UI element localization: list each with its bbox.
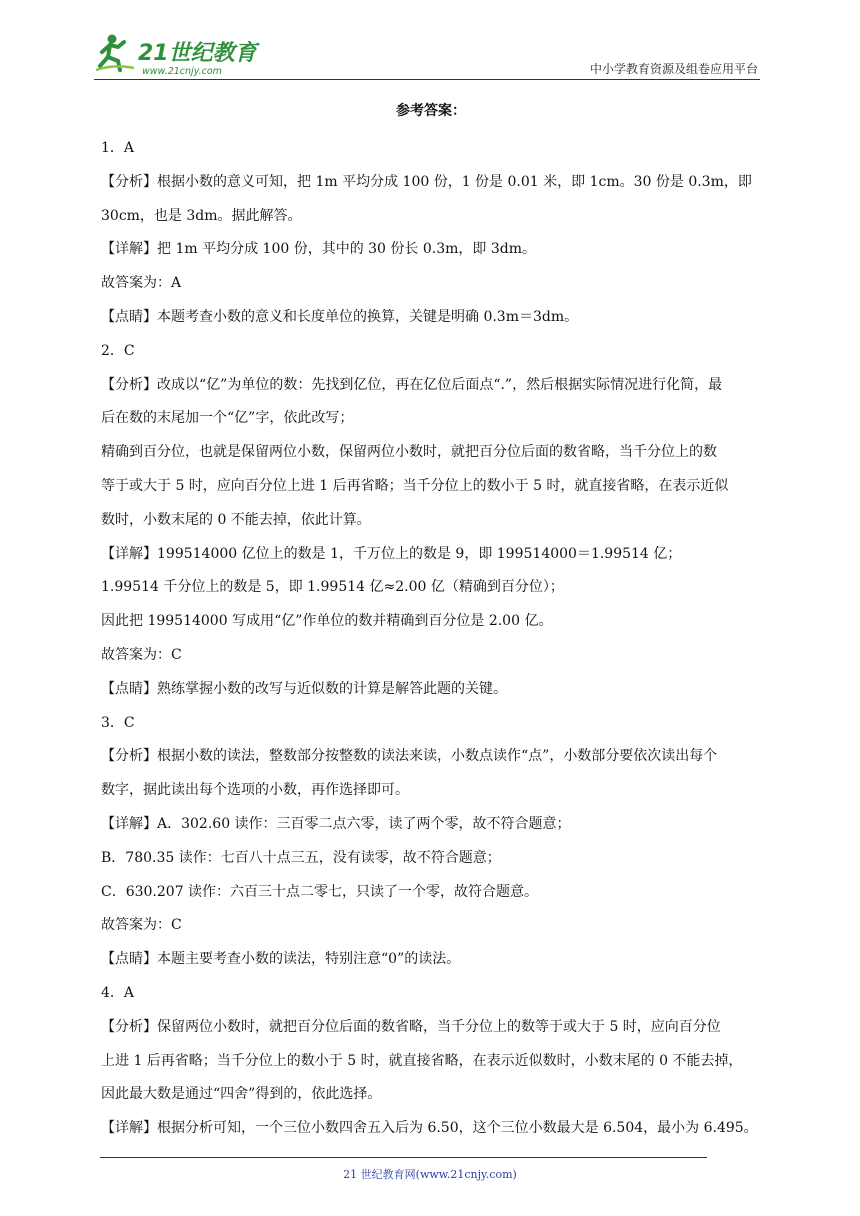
platform-name: 中小学教育资源及组卷应用平台 — [589, 62, 758, 76]
text-line: 【分析】改成以“亿”为单位的数：先找到亿位，再在亿位后面点“.”，然后根据实际情况进行化简，最 — [101, 376, 723, 393]
text-line: 3．C — [101, 714, 135, 731]
text-line: 【点睛】本题考查小数的意义和长度单位的换算，关键是明确 0.3m＝3dm。 — [101, 308, 579, 325]
text-line: 后在数的末尾加一个“亿”字，依此改写； — [101, 410, 354, 427]
text-line: 【分析】保留两位小数时，就把百分位后面的数省略，当千分位上的数等于或大于 5 时，应向百分位 — [101, 1018, 721, 1035]
text-line: 2．C — [101, 342, 135, 359]
text-line: 数字，据此读出每个选项的小数，再作选择即可。 — [101, 782, 409, 799]
text-line: 因此最大数是通过“四舍”得到的，依此选择。 — [101, 1086, 382, 1103]
text-line: 4．A — [101, 984, 135, 1001]
text-line: 故答案为：C — [101, 646, 182, 663]
text-line: 精确到百分位，也就是保留两位小数，保留两位小数时，就把百分位后面的数省略，当千分位上的数 — [101, 444, 717, 461]
text-line: 【点睛】熟练掌握小数的改写与近似数的计算是解答此题的关键。 — [101, 680, 507, 697]
text-line: 1．A — [101, 140, 135, 156]
text-line: 【分析】根据小数的意义可知，把 1m 平均分成 100 份，1 份是 0.01 米，即 1cm。30 份是 0.3m，即 — [101, 173, 752, 190]
runner-logo-icon — [94, 30, 264, 80]
text-line: 等于或大于 5 时，应向百分位上进 1 后再省略；当千分位上的数小于 5 时，就直接省略，在表示近似 — [101, 477, 729, 494]
text-line: 故答案为：A — [101, 275, 182, 292]
text-line: 【详解】把 1m 平均分成 100 份，其中的 30 份长 0.3m，即 3dm。 — [101, 241, 537, 258]
text-line: C．630.207 读作：六百三十点二零七，只读了一个零，故符合题意。 — [101, 883, 539, 900]
answer-lines — [101, 132, 761, 1146]
text-line: B．780.35 读作：七百八十点三五，没有读零，故不符合题意； — [101, 849, 501, 866]
text-line: 【详解】A．302.60 读作：三百零二点六零，读了两个零，故不符合题意； — [101, 815, 571, 832]
text-line: 30cm，也是 3dm。据此解答。 — [101, 207, 302, 224]
footer-divider — [100, 1157, 707, 1158]
header-divider — [94, 79, 760, 80]
text-line: 故答案为：C — [101, 917, 182, 934]
answer-content — [101, 100, 761, 1146]
text-line: 【分析】根据小数的读法，整数部分按整数的读法来读，小数点读作“点”，小数部分要依次读出每个 — [101, 748, 718, 765]
page-footer: 21 世纪教育网(www.21cnjy.com) — [343, 1168, 517, 1181]
text-line: 【详解】199514000 亿位上的数是 1，千万位上的数是 9，即 199514000＝1.99514 亿； — [101, 545, 682, 562]
logo-url: www.21cnjy.com — [142, 66, 222, 77]
text-line: 因此把 199514000 写成用“亿”作单位的数并精确到百分位是 2.00 亿。 — [101, 613, 553, 630]
text-line: 【详解】根据分析可知，一个三位小数四舍五入后为 6.50，这个三位小数最大是 6.504，最小为 6.495。 — [101, 1120, 758, 1137]
site-logo — [94, 30, 264, 80]
logo-text: 21世纪教育 — [138, 41, 257, 66]
text-line: 上进 1 后再省略；当千分位上的数小于 5 时，就直接省略，在表示近似数时，小数末尾的 0 不能去掉， — [101, 1052, 743, 1069]
page-header — [0, 0, 860, 82]
text-line: 数时，小数末尾的 0 不能去掉，依此计算。 — [101, 511, 371, 528]
text-line: 1.99514 千分位上的数是 5，即 1.99514 亿≈2.00 亿（精确到百分位）； — [101, 579, 564, 596]
page-title: 参考答案： — [396, 103, 466, 119]
text-line: 【点睛】本题主要考查小数的读法，特别注意“0”的读法。 — [101, 951, 461, 968]
